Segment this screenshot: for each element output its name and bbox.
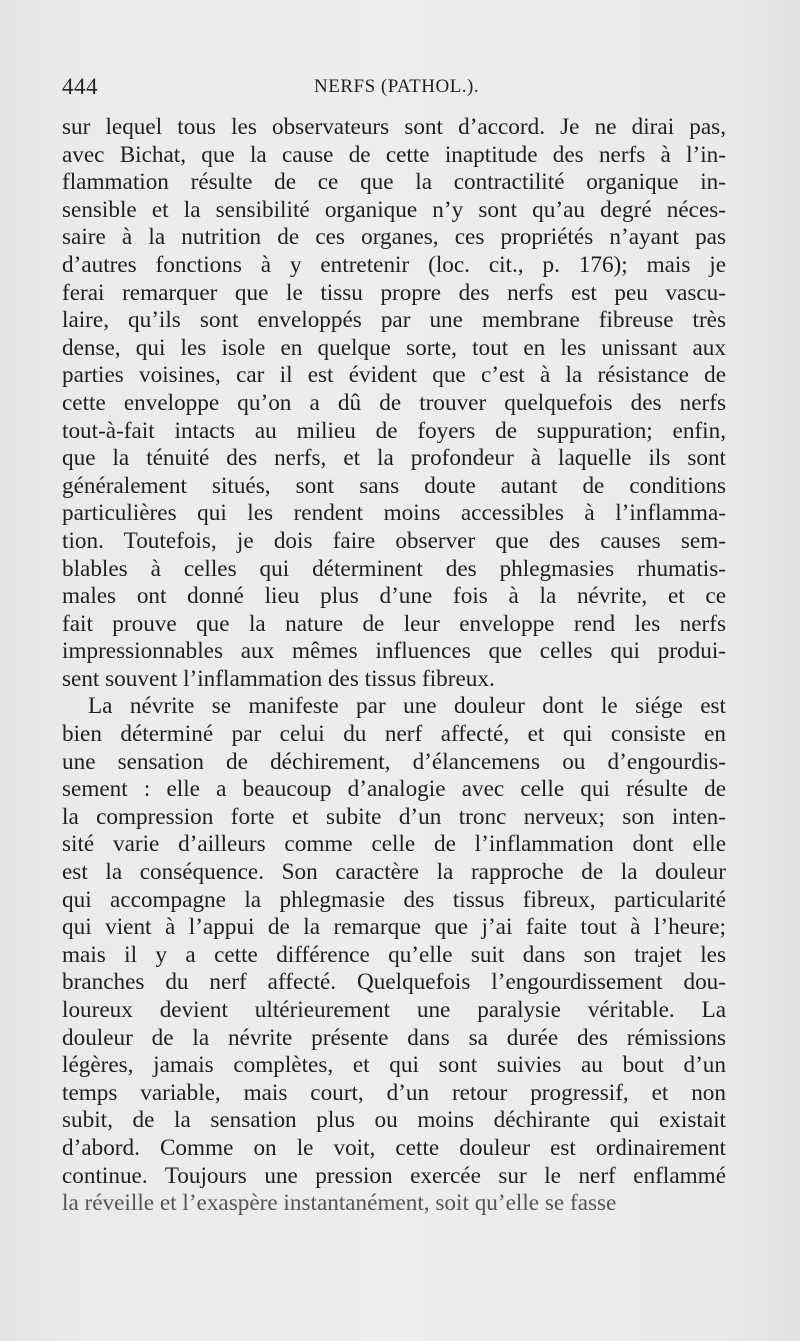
text-line: impressionnables aux mêmes influences que celles qui produi-	[62, 638, 726, 665]
text-line: tion. Toutefois, je dois faire observer que des causes sem-	[62, 527, 726, 554]
text-line: loureux devient ultérieurement une paralysie véritable. La	[62, 997, 726, 1023]
text-line: dense, qui les isole en quelque sorte, tout en les unissant aux	[62, 334, 726, 361]
text-line: blables à celles qui déterminent des phlegmasies rhumatis-	[62, 555, 726, 582]
text-line: mais il y a cette différence qu’elle suit dans son trajet les	[62, 941, 726, 968]
text-line: sent souvent l’inflammation des tissus fibreux.	[62, 665, 495, 692]
text-line: d’abord. Comme on le voit, cette douleur est ordinairement	[62, 1134, 726, 1161]
text-line: sité varie d’ailleurs comme celle de l’inflammation dont elle	[62, 831, 726, 858]
text-line: saire à la nutrition de ces organes, ces propriétés n’ayant pas	[62, 224, 726, 251]
text-line: la compression forte et subite d’un tronc nerveux; son inten-	[62, 803, 726, 830]
page-number: 444	[62, 74, 98, 99]
running-head: NERFS (PATHOL.).	[314, 76, 480, 97]
text-line: continue. Toujours une pression exercée sur le nerf enflammé	[62, 1162, 726, 1189]
text-line: particulières qui les rendent moins accessibles à l’inflamma-	[62, 500, 726, 527]
text-line: sur lequel tous les observateurs sont d’accord. Je ne dirai pas,	[62, 114, 726, 140]
text-line: subit, de la sensation plus ou moins déchirante qui existait	[62, 1107, 726, 1134]
text-line: une sensation de déchirement, d’élancemens ou d’engourdis-	[62, 748, 726, 775]
page-header	[62, 74, 728, 106]
text-line: fait prouve que la nature de leur enveloppe rend les nerfs	[62, 610, 726, 637]
text-line: légères, jamais complètes, et qui sont suivies au bout d’un	[62, 1052, 726, 1079]
text-line: sement : elle a beaucoup d’analogie avec celle qui résulte de	[62, 776, 726, 803]
text-line: cette enveloppe qu’on a dû de trouver quelquefois des nerfs	[62, 389, 726, 416]
text-line: d’autres fonctions à y entretenir (loc. cit., p. 176); mais je	[62, 251, 726, 278]
text-line: généralement situés, sont sans doute autant de conditions	[62, 472, 726, 499]
text-line: parties voisines, car il est évident que c’est à la résistance de	[62, 362, 726, 389]
text-line: est la conséquence. Son caractère la rapproche de la douleur	[62, 859, 726, 886]
text-line: qui vient à l’appui de la remarque que j’ai faite tout à l’heure;	[62, 914, 726, 941]
text-line: laire, qu’ils sont enveloppés par une membrane fibreuse très	[62, 307, 726, 334]
text-line: flammation résulte de ce que la contractilité organique in-	[62, 169, 726, 196]
text-line: sensible et la sensibilité organique n’y sont qu’au degré néces-	[62, 196, 726, 223]
paragraph	[62, 114, 726, 693]
text-line: temps variable, mais court, d’un retour progressif, et non	[62, 1079, 726, 1106]
text-line: La névrite se manifeste par une douleur dont le siége est	[88, 693, 726, 720]
text-line: la réveille et l’exaspère instantanément, soit qu’elle se fasse	[62, 1190, 617, 1217]
text-line: avec Bichat, que la cause de cette inaptitude des nerfs à l’in-	[62, 141, 726, 168]
paragraph	[62, 693, 726, 1217]
text-line: ferai remarquer que le tissu propre des nerfs est peu vascu-	[62, 279, 726, 306]
text-line: qui accompagne la phlegmasie des tissus fibreux, particularité	[62, 886, 726, 913]
text-line: que la ténuité des nerfs, et la profondeur à laquelle ils sont	[62, 445, 726, 472]
body-text	[62, 114, 726, 1218]
text-line: douleur de la névrite présente dans sa durée des rémissions	[62, 1024, 726, 1051]
text-line: tout-à-fait intacts au milieu de foyers de suppuration; enfin,	[62, 417, 726, 444]
text-line: males ont donné lieu plus d’une fois à la névrite, et ce	[62, 583, 726, 610]
text-line: bien déterminé par celui du nerf affecté, et qui consiste en	[62, 721, 726, 748]
text-line: branches du nerf affecté. Quelquefois l’engourdissement dou-	[62, 969, 726, 996]
